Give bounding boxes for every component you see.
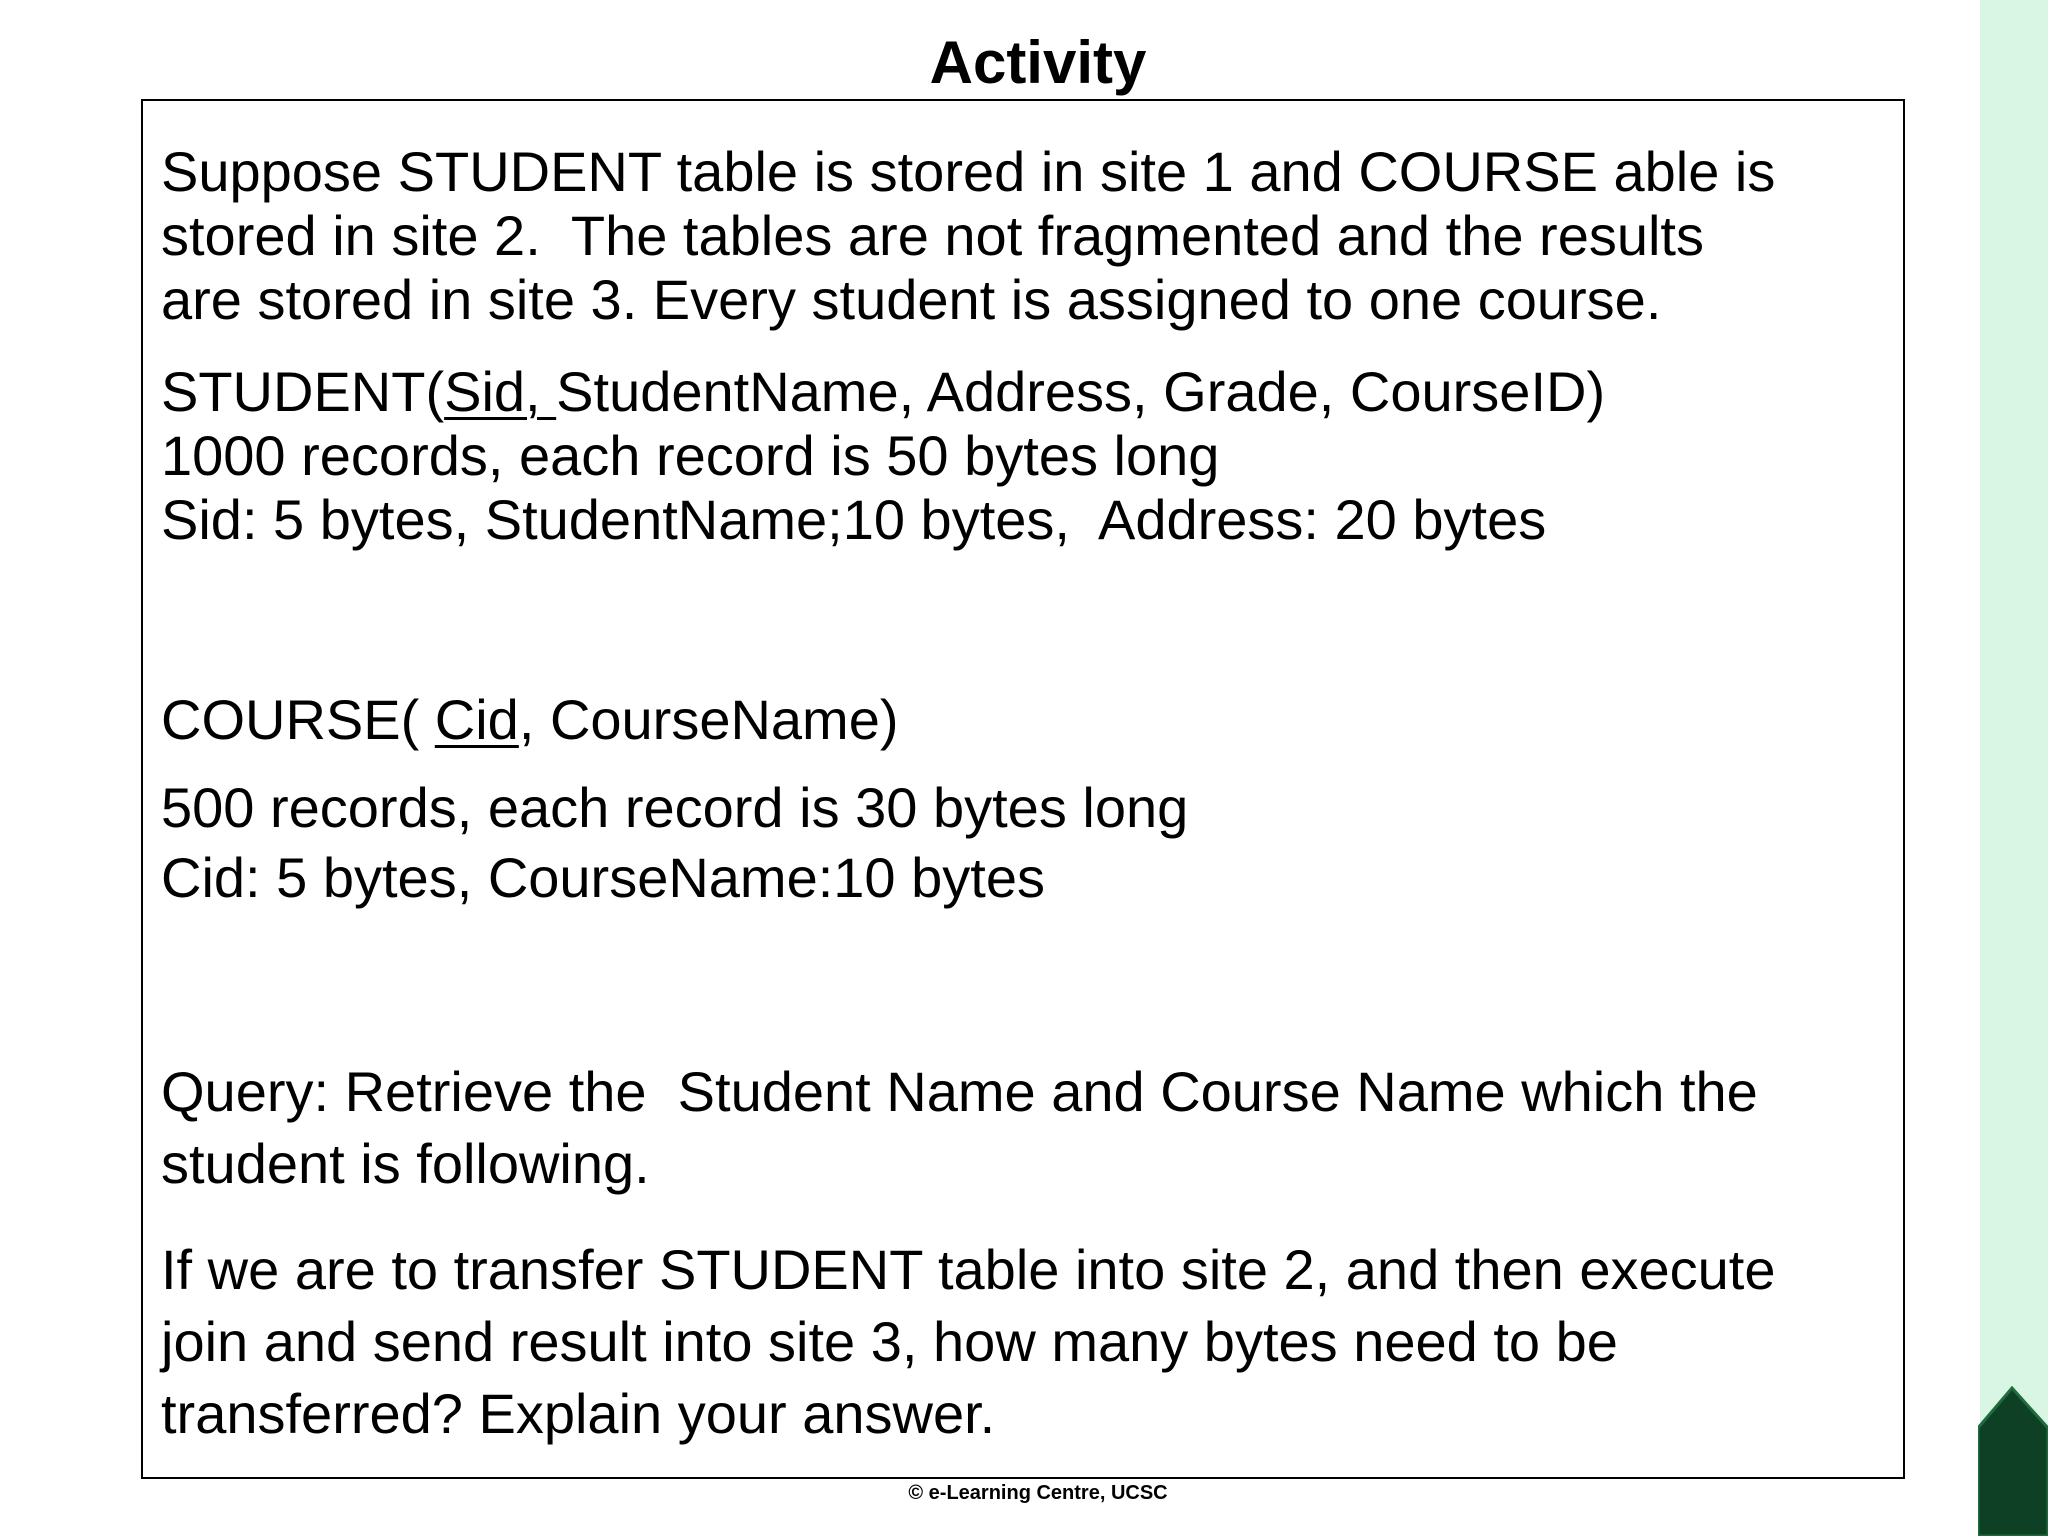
intro-line-3: are stored in site 3. Every student is assigned to one course.: [161, 268, 1662, 331]
student-schema: [161, 360, 1605, 424]
intro-line-1: Suppose STUDENT table is stored in site 1 and COURSE able is: [161, 140, 1776, 203]
course-records: 500 records, each record is 30 bytes long: [161, 776, 1189, 839]
question-line-1: If we are to transfer STUDENT table into site 2, and then execute: [161, 1238, 1776, 1301]
student-schema-rest: StudentName, Address, Grade, CourseID): [556, 360, 1606, 423]
course-fields: Cid: 5 bytes, CourseName:10 bytes: [161, 846, 1045, 909]
course-schema-rest: , CourseName): [518, 688, 899, 751]
question-line-3: transferred? Explain your answer.: [161, 1382, 996, 1445]
course-schema: [161, 688, 899, 752]
course-primary-key: Cid: [434, 688, 519, 751]
side-band: [1980, 0, 2048, 1536]
student-schema-prefix: STUDENT(: [161, 360, 445, 423]
student-primary-key: Sid,: [444, 360, 557, 423]
home-arrow-icon[interactable]: [1978, 1386, 2048, 1536]
question-line-2: join and send result into site 3, how many bytes need to be: [161, 1310, 1618, 1373]
copyright-footer: © e-Learning Centre, UCSC: [908, 1482, 1168, 1504]
slide-title: Activity: [929, 29, 1147, 96]
query-line-2: student is following.: [161, 1132, 650, 1195]
query-line-1: Query: Retrieve the Student Name and Course Name which the: [161, 1060, 1758, 1123]
course-schema-prefix: COURSE(: [161, 688, 435, 751]
student-records: 1000 records, each record is 50 bytes long: [161, 424, 1220, 487]
student-fields: Sid: 5 bytes, StudentName;10 bytes, Address: 20 bytes: [161, 488, 1547, 551]
intro-line-2: stored in site 2. The tables are not fragmented and the results: [161, 204, 1704, 267]
